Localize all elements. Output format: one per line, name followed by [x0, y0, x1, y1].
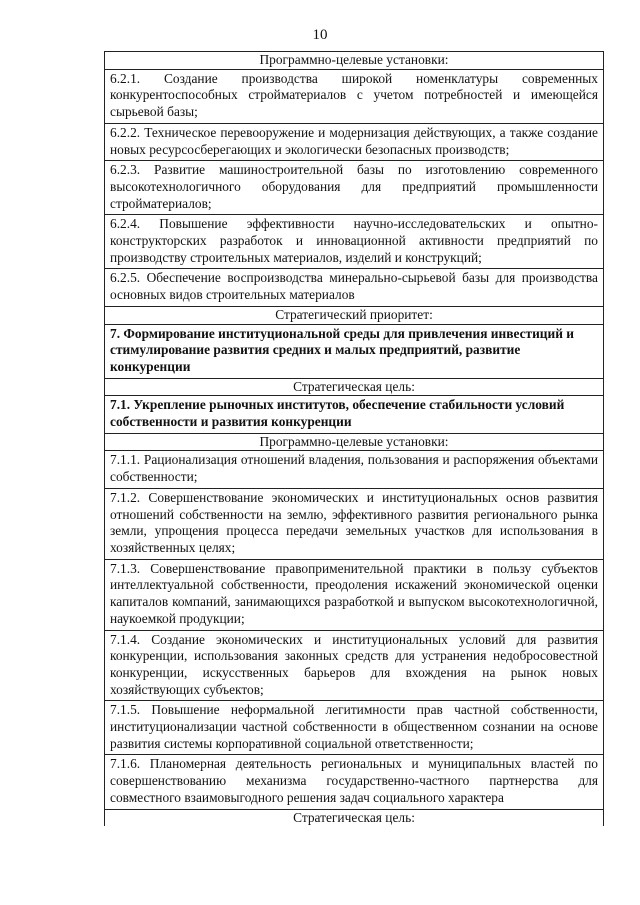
strategic-goal: 7.1. Укрепление рыночных институтов, обеспечение стабильности условий собственности и развития конкуренции: [105, 396, 603, 433]
target-item: 6.2.5. Обеспечение воспроизводства минерально-сырьевой базы для производства основных видов строительных материалов: [105, 269, 603, 306]
strategic-priority: 7. Формирование институциональной среды для привлечения инвестиций и стимулирование развития средних и малых предприятий, развитие конкуренции: [105, 325, 603, 379]
target-item: 7.1.5. Повышение неформальной легитимности прав частной собственности, институционализации частной собственности в общественном сознании на основе развития системы корпоративной социальной ответственности;: [105, 701, 603, 755]
page-number: 10: [312, 27, 328, 43]
target-item: 7.1.3. Совершенствование правоприменительной практики в пользу субъектов интеллектуальной собственности, преодоления искажений экономической оценки капиталов компаний, занимающихся разработкой и выпуском высокотехнологичной, наукоемкой продукции;: [105, 560, 603, 631]
target-item: 6.2.2. Техническое перевооружение и модернизация действующих, а также создание новых ресурсосберегающих и экологически безопасных производств;: [105, 124, 603, 161]
target-item: 7.1.2. Совершенствование экономических и институциональных основ развития отношений собственности на землю, эффективного развития регионального рынка земли, упрощения процесса передачи земельных участков для использования в хозяйственных целях;: [105, 489, 603, 560]
section-header: Стратегическая цель:: [293, 809, 415, 825]
document-table: [104, 51, 604, 826]
target-item: 7.1.6. Планомерная деятельность региональных и муниципальных властей по совершенствованию механизма государственно-частного партнерства для совместного взаимовыгодного решения задач социального характера: [105, 755, 603, 809]
target-item: 7.1.1. Рационализация отношений владения, пользования и распоряжения объектами собственности;: [105, 451, 603, 488]
section-header: Стратегический приоритет:: [105, 307, 603, 325]
target-item: 6.2.4. Повышение эффективности научно-исследовательских и опытно-конструкторских разработок и инновационной активности предприятий по производству строительных материалов, изделий и конструкций;: [105, 215, 603, 269]
section-header: Программно-целевые установки:: [105, 434, 603, 452]
target-item: 6.2.3. Развитие машиностроительной базы по изготовлению современного высокотехнологичного оборудования для предприятий промышленности стройматериалов;: [105, 161, 603, 215]
target-item: 6.2.1. Создание производства широкой номенклатуры современных конкурентоспособных стройматериалов с учетом потребностей и имеющейся сырьевой базы;: [105, 70, 603, 124]
section-header: Стратегическая цель:: [105, 379, 603, 397]
target-item: 7.1.4. Создание экономических и институциональных условий для развития конкуренции, использования законных средств для устранения недобросовестной конкуренции, искусственных барьеров для вхождения на рынок новых хозяйствующих субъектов;: [105, 631, 603, 702]
section-header: Программно-целевые установки:: [105, 52, 603, 70]
